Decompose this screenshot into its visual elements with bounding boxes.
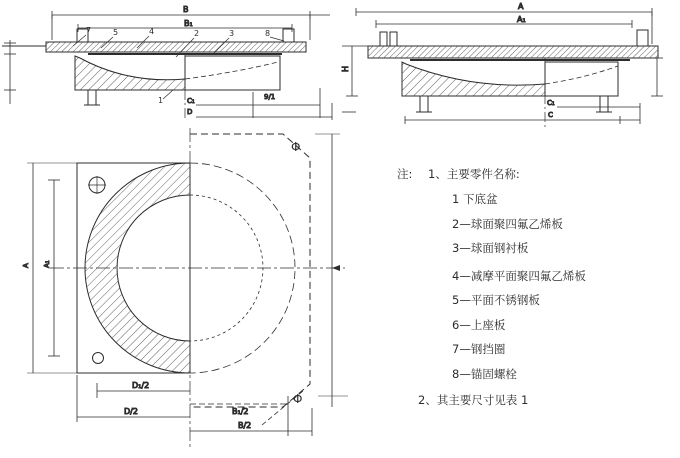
callout-3: 3 (229, 29, 235, 38)
left-basin-outline-right (185, 56, 280, 90)
left-top-plate-section (46, 42, 306, 52)
note-item-6: 6—上座板 (452, 318, 506, 332)
notes-block (397, 167, 586, 407)
right-basin-outline-right (545, 62, 618, 96)
plan-dim-D1-2: D₁/2 (132, 381, 150, 390)
notes-heading: 1、主要零件名称: (428, 167, 520, 181)
left-basin-section (75, 56, 185, 90)
right-bolt-left-b (390, 32, 397, 46)
phi-label-bottom: Φ (293, 392, 303, 406)
plan-dim-A: A (22, 263, 30, 268)
right-lower-anchor-right (596, 96, 612, 112)
plan-right-dim (315, 134, 348, 407)
plan-dim-B1-2: B₁/2 (232, 407, 249, 416)
dim-label-D-left: D (187, 108, 193, 116)
dim-label-H: H (341, 65, 350, 72)
right-bolt-left-a (380, 32, 387, 46)
weld-note: 9/1 (264, 93, 276, 101)
notes-prefix: 注: (397, 167, 413, 181)
left-lower-anchor (84, 90, 100, 105)
callout-4: 4 (149, 27, 155, 36)
right-basin-section (402, 62, 545, 96)
callout-7: 7 (86, 26, 92, 35)
plan-bottom-dims (77, 375, 312, 436)
right-view-top-dimensions (356, 8, 652, 44)
right-bolt-right (637, 30, 648, 46)
dim-label-C-right: C (548, 111, 553, 119)
right-lower-anchor-left (416, 96, 432, 112)
plan-dim-B-2: B/2 (238, 421, 252, 430)
left-view-left-dim (4, 40, 16, 104)
plan-bolt-hole-bottom-left (93, 353, 104, 364)
right-top-plate-section (368, 46, 658, 58)
dim-label-C1-right: C₁ (547, 99, 555, 107)
note-item-5: 5—平面不锈钢板 (452, 293, 540, 307)
plan-view (22, 128, 348, 447)
plan-bolt-hole-top-left (88, 176, 106, 194)
phi-label-top: Φ (291, 140, 301, 154)
note-item-4: 4—减摩平面聚四氟乙烯板 (452, 269, 586, 283)
right-view-H-dim (342, 46, 370, 112)
plan-upper-plate-hidden (190, 134, 310, 407)
note-item-8: 8—锚固螺栓 (452, 367, 517, 381)
callout-1: 1 (158, 96, 164, 105)
note-item-3: 3—球面钢衬板 (452, 241, 529, 255)
callout-5: 5 (113, 28, 119, 37)
dim-label-B: B (183, 5, 189, 14)
dim-label-A: A (518, 2, 524, 11)
callout-8: 8 (265, 29, 271, 38)
plan-dim-D-2: D/2 (124, 407, 138, 416)
note-item-1: 1 下底盆 (452, 192, 498, 206)
note-item-7: 7—钢挡圈 (452, 342, 506, 356)
right-view-right-dim (651, 58, 663, 96)
dim-label-C1-left: C₁ (187, 97, 195, 105)
left-view-callouts (73, 26, 284, 105)
section-view-right (341, 2, 663, 128)
right-sphere-curve-hidden (545, 66, 618, 84)
notes-footer: 2、其主要尺寸见表 1 (418, 393, 529, 407)
callout-2: 2 (194, 29, 200, 38)
left-sphere-curve-hidden (185, 62, 278, 79)
dim-label-B1: B₁ (184, 19, 193, 28)
right-view-bottom-dims (405, 103, 640, 124)
plan-dim-A1: A₁ (43, 260, 51, 268)
section-view-left (2, 5, 332, 120)
note-item-2: 2—球面聚四氟乙烯板 (452, 217, 563, 231)
dim-label-A1: A₁ (517, 15, 526, 24)
